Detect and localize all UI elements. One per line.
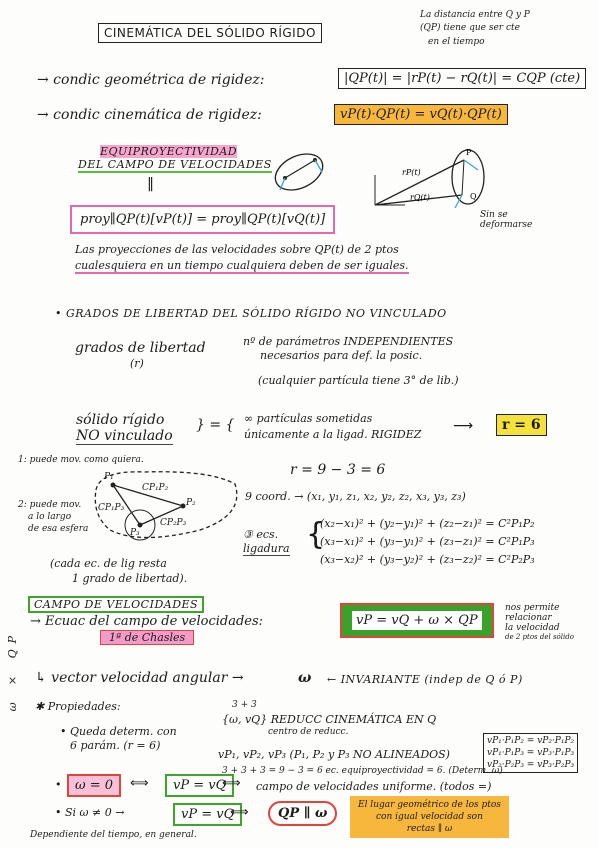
equip-title-1: EQUIPROYECTIVIDAD	[100, 145, 238, 158]
equip-text-2: cualesquiera en un tiempo cualquiera deben de ser iguales.	[75, 259, 409, 272]
lugar-1: El lugar geométrico de los ptos	[358, 800, 501, 810]
lugar-2: con igual velocidad son	[376, 812, 483, 822]
brace-eq: } = {	[196, 417, 235, 433]
svg-text:Q: Q	[470, 192, 477, 201]
top-note-1: La distancia entre Q y P	[420, 10, 530, 20]
ecs-label-1: ③ ecs.	[243, 528, 279, 541]
grados-label: grados de libertad	[75, 340, 206, 356]
depend: Dependiente del tiempo, en general.	[30, 830, 197, 840]
diag-note-6: 1 grado de libertad).	[72, 572, 188, 585]
iff-3: ⟺	[230, 805, 249, 820]
uniforme: campo de velocidades uniforme. (todos =)	[256, 780, 492, 793]
top-note-2: (QP) tiene que ser cte	[420, 23, 520, 33]
grados-note: (cualquier partícula tiene 3° de lib.)	[258, 374, 459, 387]
solido-def-1: ∞ partículas sometidas	[244, 412, 373, 425]
equip-text-1: Las proyecciones de las velocidades sobre QP(t) de 2 ptos	[75, 243, 399, 256]
iff-2: ⟺	[222, 776, 241, 791]
bullet-omega0: •	[55, 778, 62, 791]
sin-deformarse: Sin se deformarse	[480, 210, 533, 230]
campo-note-4: de 2 ptos del sólido	[505, 633, 574, 641]
cond-cin-label: → condic cinemática de rigidez:	[37, 107, 262, 123]
props-box-3: vP₂·P₂P₃ = vP₃·P₂P₃	[487, 760, 575, 770]
campo-note-3: la velocidad	[505, 623, 560, 633]
svg-text:P: P	[466, 148, 472, 157]
cond-geom-label: → condic geométrica de rigidez:	[37, 72, 265, 88]
omega0-box: ω = 0	[67, 774, 121, 797]
grados-title: • GRADOS DE LIBERTAD DEL SÓLIDO RÍGIDO NO VINCULADO	[55, 307, 447, 320]
diag-c13: CP₁P₃	[98, 503, 125, 513]
campo-label: → Ecuac del campo de velocidades:	[30, 614, 264, 629]
diag-p3: P₃	[130, 528, 140, 538]
solido-def-2: únicamente a la ligad. RIGIDEZ	[244, 428, 422, 441]
diag-p2: P₂	[186, 498, 196, 508]
vpvq-box: vP = vQ	[165, 774, 234, 797]
chasles: 1ª de Chasles	[100, 630, 194, 645]
diag-note-4: de esa esfera	[28, 524, 89, 534]
diag-c12: CP₁P₂	[142, 483, 169, 493]
grados-r: (r)	[130, 357, 144, 370]
coord-line: 9 coord. → (x₁, y₁, z₁, x₂, y₂, z₂, x₃, y₃, z₃)	[245, 490, 466, 503]
arrow-r6: ⟶	[453, 418, 474, 434]
vang-sym: ω	[298, 670, 312, 686]
props-box	[483, 733, 578, 773]
props-title: ✱ Propiedades:	[35, 700, 121, 713]
grados-def-1: nº de parámetros INDEPENDIENTES	[243, 335, 454, 348]
vang-label: ↳ vector velocidad angular →	[35, 670, 244, 686]
diag-note-5: (cada ec. de lig resta	[50, 557, 167, 570]
lugar-box	[350, 796, 509, 838]
page-title: CINEMÁTICA DEL SÓLIDO RÍGIDO	[98, 23, 322, 43]
vang-inv: ← INVARIANTE (indep de Q ó P)	[327, 673, 523, 686]
ecs-2: (x₃−x₁)² + (y₃−y₁)² + (z₃−z₁)² = C²P₁P₃	[320, 535, 535, 548]
si-omega: • Si ω ≠ 0 →	[55, 806, 125, 819]
vpvq2-box: vP = vQ	[173, 803, 242, 826]
campo-note-1: nos permite	[505, 603, 560, 613]
margin-marks: ω × QP	[6, 630, 19, 712]
grados-def-2: necesarios para def. la posic.	[260, 349, 423, 362]
diag-p1: P₁	[104, 472, 114, 482]
props-3: 3 + 3	[232, 700, 257, 710]
props-sum: 3 + 3 + 3 = 9 − 3 = 6 ec. equiproyectividad = 6. (Determ. ω)	[222, 766, 503, 776]
ecs-1: (x₂−x₁)² + (y₂−y₁)² + (z₂−z₁)² = C²P₁P₂	[320, 517, 535, 530]
campo-title: CAMPO DE VELOCIDADES	[28, 596, 204, 613]
solido-label-2: NO vinculado	[76, 428, 173, 444]
svg-text:rP(t): rP(t)	[402, 168, 421, 177]
cond-geom-formula: |QP(t)| = |rP(t) − rQ(t)| = CQP (cte)	[338, 68, 586, 89]
campo-formula-text: vP = vQ + ω × QP	[352, 611, 482, 630]
qp-par-box: QP ∥ ω	[268, 801, 337, 826]
iff-1: ⟺	[130, 776, 149, 791]
equip-title-2: DEL CAMPO DE VELOCIDADES	[78, 158, 272, 171]
props-red: {ω, vQ} REDUCC CINEMÁTICA EN Q	[222, 713, 437, 726]
props-v3: vP₁, vP₂, vP₃ (P₁, P₂ y P₃ NO ALINEADOS)	[218, 748, 450, 761]
props-box-2: vP₁·P₁P₃ = vP₃·P₁P₃	[487, 748, 575, 758]
diag-note-1: 1: puede mov. como quiera.	[18, 455, 144, 465]
top-note-3: en el tiempo	[428, 37, 485, 47]
props-box-1: vP₁·P₁P₂ = vP₂·P₁P₂	[487, 736, 575, 746]
cond-cin-formula: vP(t)·QP(t) = vQ(t)·QP(t)	[334, 104, 508, 125]
diag-c23: CP₂P₃	[160, 518, 187, 528]
ecs-label-2: ligadura	[243, 542, 290, 555]
props-centro: centro de reducc.	[268, 727, 349, 737]
lugar-3: rectas ∥ ω	[406, 824, 453, 834]
campo-note-2: relacionar	[505, 613, 552, 623]
diag-note-2: 2: puede mov.	[18, 500, 82, 510]
props-det-1: • Queda determ. con	[60, 725, 177, 738]
r6-box: r = 6	[496, 414, 547, 436]
svg-text:rQ(t): rQ(t)	[410, 193, 430, 202]
diag-note-3: a lo largo	[28, 512, 72, 522]
solido-label-1: sólido rígido	[76, 412, 165, 428]
r-equation: r = 9 − 3 = 6	[290, 462, 386, 478]
ecs-brace: {	[306, 517, 326, 552]
props-det-2: 6 parám. (r = 6)	[70, 739, 161, 752]
campo-formula	[340, 603, 494, 638]
equip-formula: proy∥QP(t)[vP(t)] = proy∥QP(t)[vQ(t)]	[70, 205, 335, 234]
equip-double-line: ‖	[147, 176, 154, 192]
ecs-3: (x₃−x₂)² + (y₃−y₂)² + (z₃−z₂)² = C²P₂P₃	[320, 553, 535, 566]
